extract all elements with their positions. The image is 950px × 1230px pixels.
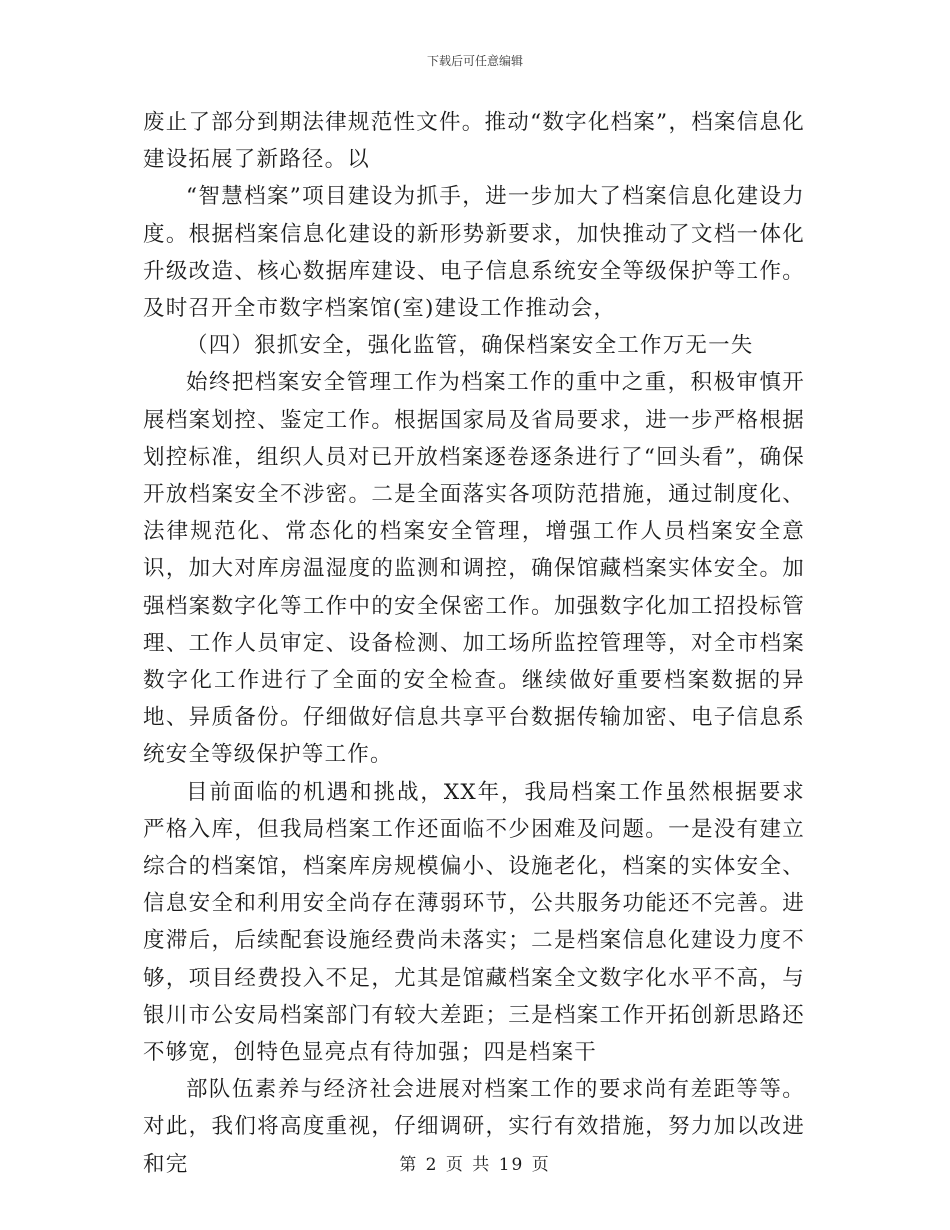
paragraph-2: “智慧档案”项目建设为抓手，进一步加大了档案信息化建设力度。根据档案信息化建设的新形势新要求，加快推动了文档一体化升级改造、核心数据库建设、电子信息系统安全等级保护等工作。及时召开全市数字档案馆(室)建设工作推动会，: [143, 184, 805, 322]
paragraph-4: 目前面临的机遇和挑战，XX年，我局档案工作虽然根据要求严格入库，但我局档案工作还面临不少困难及问题。一是没有建立综合的档案馆，档案库房规模偏小、设施老化，档案的实体安全、信息安全和利用安全尚存在薄弱环节，公共服务功能还不完善。进度滞后，后续配套设施经费尚未落实；二是档案信息化建设力度不够，项目经费投入不足，尤其是馆藏档案全文数字化水平不高，与银川市公安局档案部门有较大差距；三是档案工作开拓创新思路还不够宽，创特色显亮点有待加强；四是档案干: [143, 779, 805, 1066]
paragraph-1: 废止了部分到期法律规范性文件。推动“数字化档案”，档案信息化建设拓展了新路径。以: [143, 110, 805, 173]
section-heading-4: （四）狠抓安全，强化监管，确保档案安全工作万无一失: [186, 333, 754, 359]
paragraph-5: 部队伍素养与经济社会进展对档案工作的要求尚有差距等等。对此，我们将高度重视，仔细调研，实行有效措施，努力加以改进和完: [143, 1077, 805, 1177]
page-number-footer: 第 2 页 共 19 页: [399, 1155, 551, 1175]
document-body: [143, 104, 805, 1183]
page-header: 下载后可任意编辑: [426, 54, 523, 68]
paragraph-3: 始终把档案安全管理工作为档案工作的重中之重，积极审慎开展档案划控、鉴定工作。根据国家局及省局要求，进一步严格根据划控标准，组织人员对已开放档案逐卷逐条进行了“回头看”，确保开放档案安全不涉密。二是全面落实各项防范措施，通过制度化、法律规范化、常态化的档案安全管理，增强工作人员档案安全意识，加大对库房温湿度的监测和调控，确保馆藏档案实体安全。加强档案数字化等工作中的安全保密工作。加强数字化加工招投标管理、工作人员审定、设备检测、加工场所监控管理等，对全市档案数字化工作进行了全面的安全检查。继续做好重要档案数据的异地、异质备份。仔细做好信息共享平台数据传输加密、电子信息系统安全等级保护等工作。: [143, 370, 805, 768]
